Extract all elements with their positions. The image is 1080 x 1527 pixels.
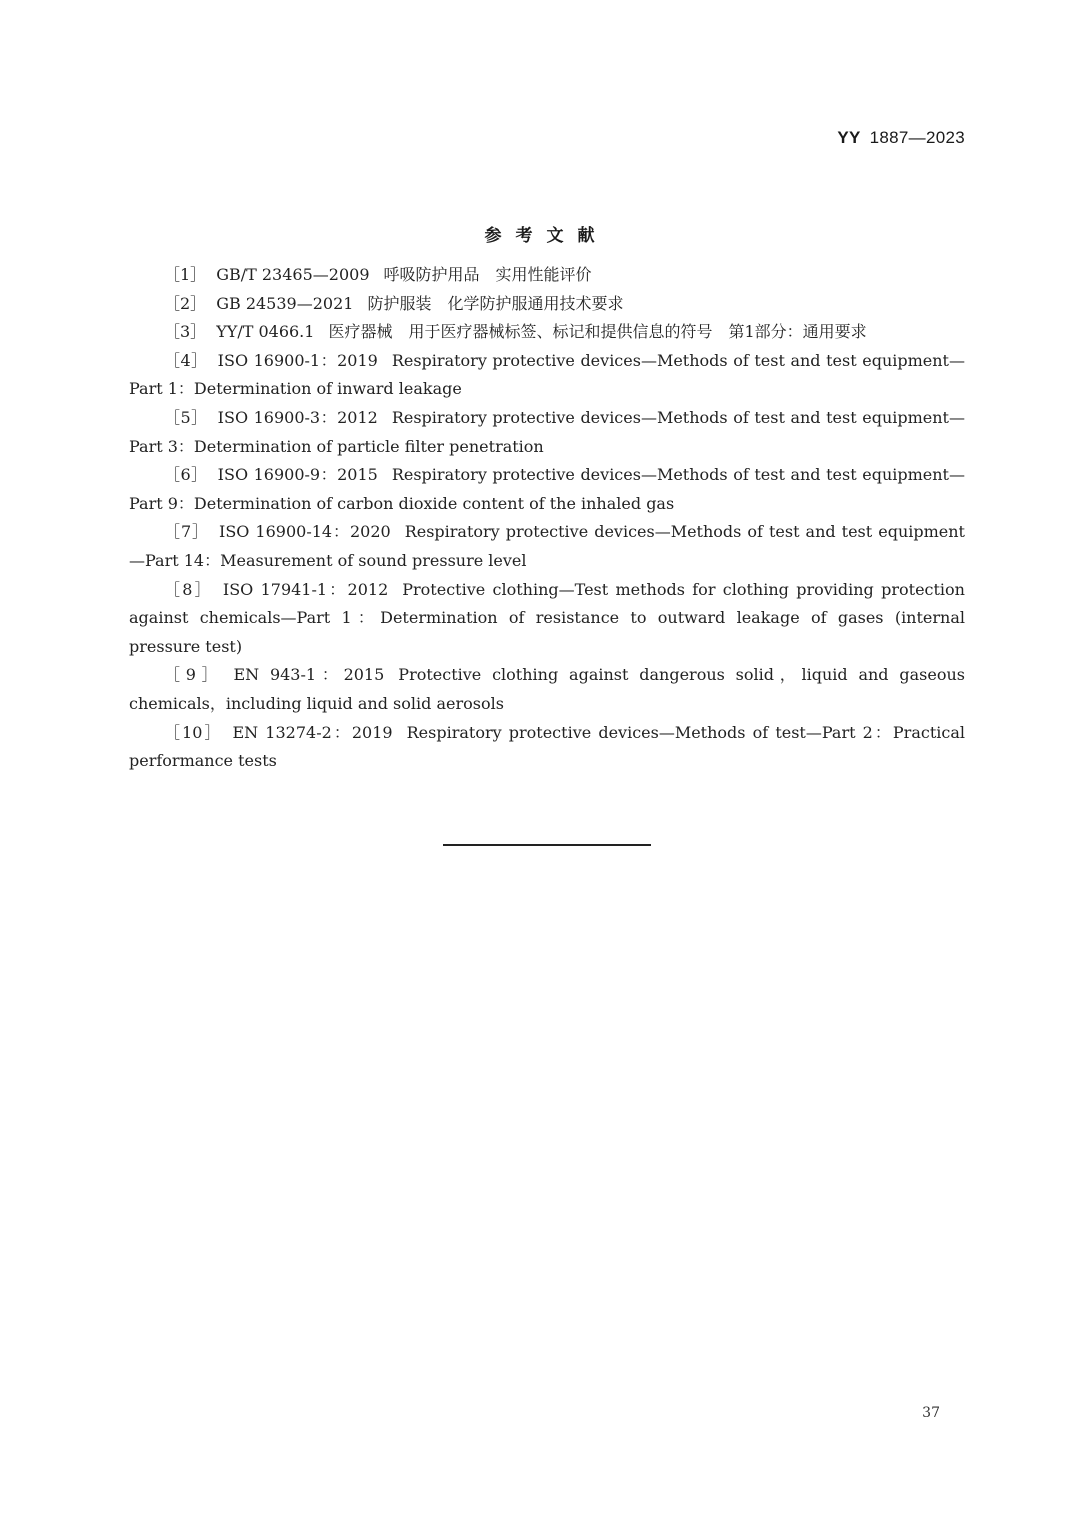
standard-number: 1887—2023 xyxy=(869,128,965,147)
reference-code: GB/T 23465—2009 xyxy=(216,265,370,284)
reference-title: Protective clothing against dangerous solid，liquid and gaseous chemicals，including liquid and solid aerosols xyxy=(129,665,965,713)
reference-code: EN 943-1：2015 xyxy=(233,665,385,685)
reference-number: ［2］ xyxy=(164,293,207,313)
reference-item xyxy=(129,461,965,518)
reference-item xyxy=(129,518,965,575)
reference-code: EN 13274-2：2019 xyxy=(232,722,393,742)
section-title: 参考文献 xyxy=(484,226,609,246)
reference-item xyxy=(129,290,965,319)
reference-title: Respiratory protective devices—Methods of test and test equipment—Part 3：Determination of particle filter penetration xyxy=(129,407,965,456)
reference-title: 医疗器械 用于医疗器械标签、标记和提供信息的符号 第1部分：通用要求 xyxy=(328,322,867,342)
reference-item xyxy=(129,318,965,347)
reference-title: Respiratory protective devices—Methods of test—Part 2：Practical performance tests xyxy=(129,722,965,771)
reference-title: Respiratory protective devices—Methods of test and test equipment—Part 9：Determination of carbon dioxide content of the inhaled gas xyxy=(129,465,965,513)
reference-code: ISO 17941-1：2012 xyxy=(222,579,389,599)
reference-number: ［9］ xyxy=(164,665,224,685)
reference-list xyxy=(129,261,965,776)
reference-number: ［7］ xyxy=(164,522,209,542)
reference-number: ［5］ xyxy=(164,407,208,427)
reference-code: YY/T 0466.1 xyxy=(216,322,315,342)
reference-number: ［1］ xyxy=(164,265,207,284)
page-number: 37 xyxy=(922,1405,940,1421)
reference-item xyxy=(129,261,965,290)
reference-number: ［6］ xyxy=(164,465,208,485)
standard-code xyxy=(837,128,965,148)
reference-title: Respiratory protective devices—Methods of test and test equipment—Part 1：Determination of inward leakage xyxy=(129,350,965,399)
reference-title: 呼吸防护用品 实用性能评价 xyxy=(383,265,592,284)
reference-code: ISO 16900-1：2019 xyxy=(217,350,378,370)
end-rule xyxy=(443,844,651,846)
reference-title: 防护服装 化学防护服通用技术要求 xyxy=(367,293,624,313)
reference-number: ［8］ xyxy=(164,579,213,599)
reference-item xyxy=(129,661,965,718)
reference-code: ISO 16900-14：2020 xyxy=(219,522,391,542)
reference-code: ISO 16900-3：2012 xyxy=(217,407,378,427)
reference-item xyxy=(129,576,965,662)
reference-title: Protective clothing—Test methods for clothing providing protection against chemicals—Part 1：Determination of resistance to outward leakage of gases (internal pressure test) xyxy=(129,579,965,656)
reference-code: GB 24539—2021 xyxy=(216,293,354,313)
reference-number: ［4］ xyxy=(164,350,208,370)
reference-item xyxy=(129,347,965,404)
reference-item xyxy=(129,404,965,461)
reference-item xyxy=(129,719,965,776)
reference-number: ［3］ xyxy=(164,322,207,342)
reference-title: Respiratory protective devices—Methods of test and test equipment—Part 14：Measurement of sound pressure level xyxy=(129,522,965,570)
reference-code: ISO 16900-9：2015 xyxy=(217,465,378,485)
standard-prefix: YY xyxy=(837,128,861,147)
reference-number: ［10］ xyxy=(164,722,223,742)
